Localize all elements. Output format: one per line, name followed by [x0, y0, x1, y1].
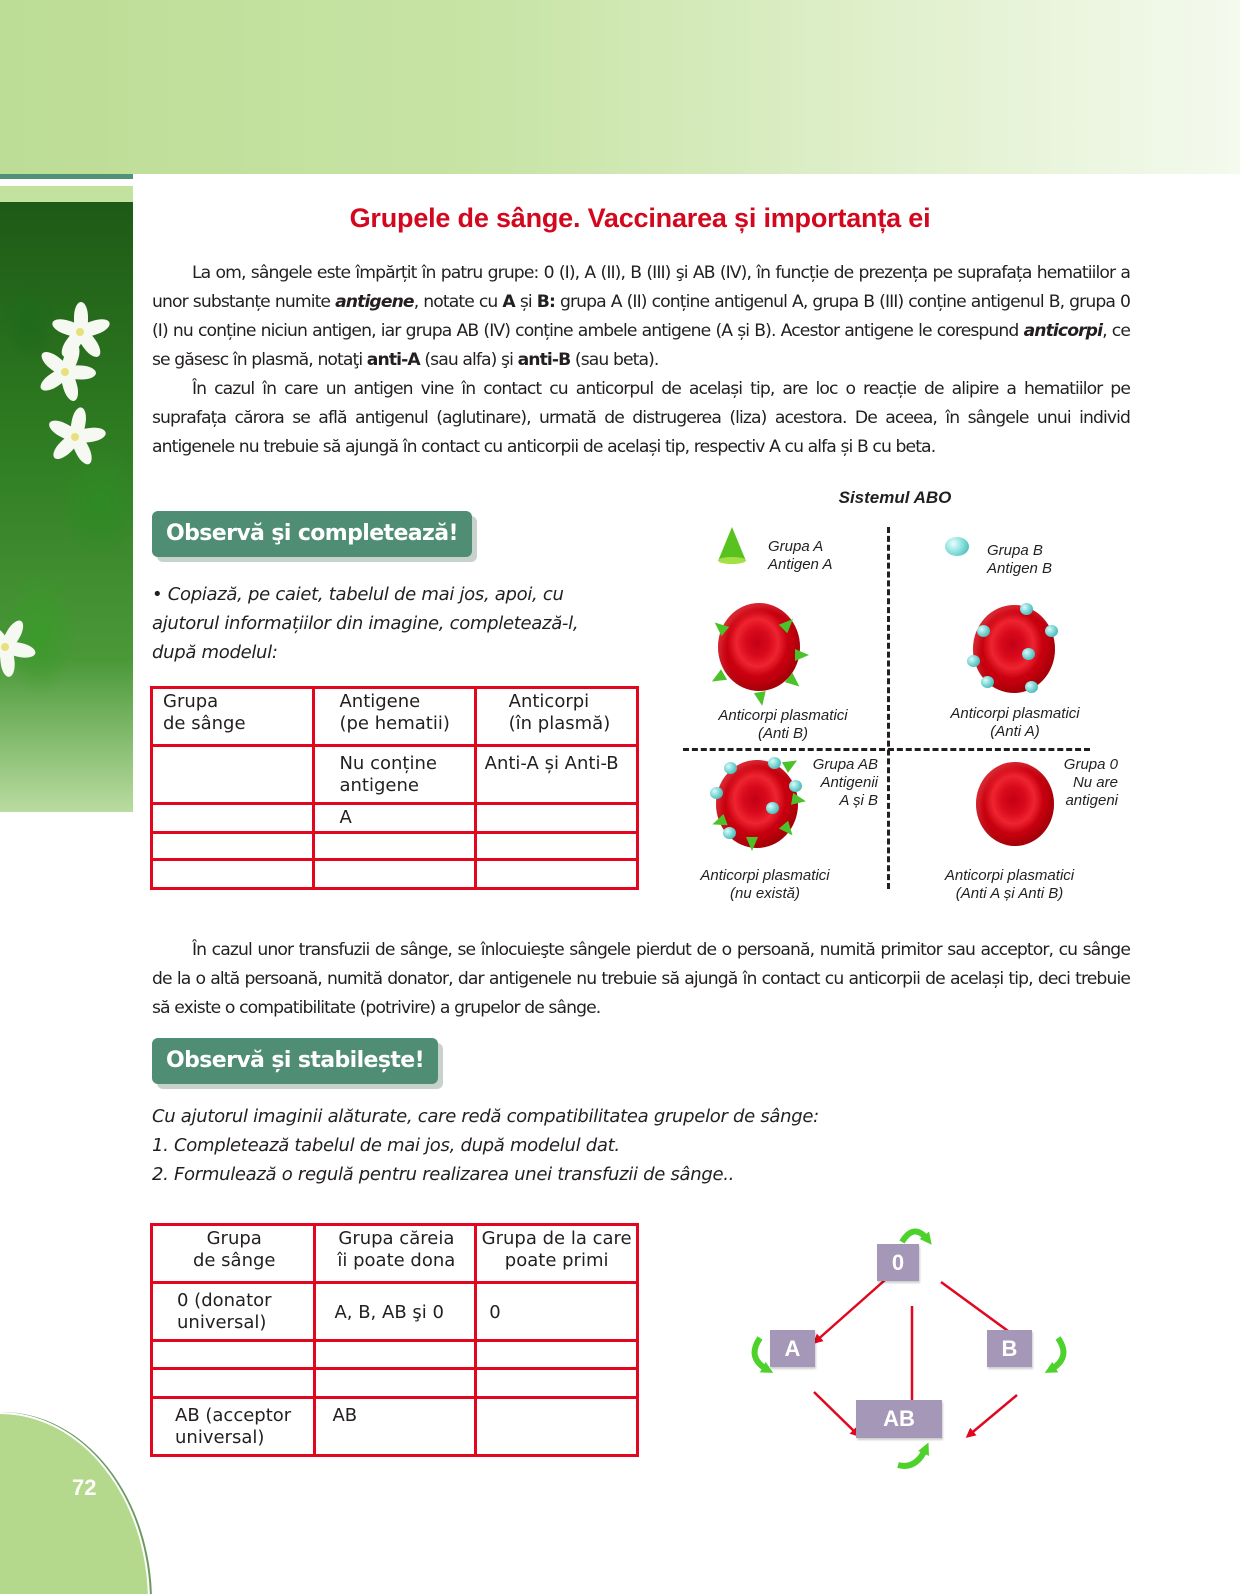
- table-row: [152, 860, 638, 889]
- group-b-antibodies: Anticorpi plasmatici (Anti A): [950, 705, 1080, 740]
- antigen-b-bead: [981, 676, 994, 688]
- table-cell[interactable]: A: [314, 804, 475, 833]
- legend-a: Grupa A Antigen A: [768, 538, 833, 573]
- table-cell[interactable]: [314, 833, 475, 860]
- table-cell[interactable]: 0 (donator universal): [152, 1283, 315, 1341]
- antigen-a-spike: [754, 691, 768, 707]
- node-group-ab: AB: [856, 1400, 942, 1438]
- table-cell[interactable]: [152, 1369, 315, 1398]
- intro-paragraph-2: În cazul în care un antigen vine în contact cu anticorpul de același tip, are loc o reacție de alipire a hematiilor pe suprafața cărora se află antigenul (aglutinare), urmată de distrugerea (liza) acestora. De aceea, în sângele unui individ antigenele nu trebuie să ajungă în contact cu anticorpii de același tip, respectiv A cu alfa și B cu beta.: [152, 379, 1130, 457]
- header-cell: Anticorpi (în plasmă): [475, 688, 637, 746]
- antigen-b-bead: [766, 802, 779, 814]
- section1-instruction: • Copiază, pe caiet, tabelul de mai jos, apoi, cu ajutorul informațiilor din imagine, completează-l, după modelul:: [152, 584, 579, 663]
- table-cell[interactable]: Anti-A și Anti-B: [475, 746, 637, 804]
- table-row: [152, 1283, 638, 1341]
- node-group-b: B: [987, 1330, 1032, 1367]
- group-a-antibodies: Anticorpi plasmatici (Anti B): [718, 707, 848, 742]
- table-row: [152, 746, 638, 804]
- antigen-b-bead: [1025, 681, 1038, 693]
- antigen-b-bead: [1022, 648, 1035, 660]
- table-cell[interactable]: [152, 833, 314, 860]
- table-header-row: [152, 1225, 638, 1283]
- table-cell[interactable]: [475, 804, 637, 833]
- antigen-b-bead: [1020, 603, 1033, 615]
- antigen-b-bead: [977, 625, 990, 637]
- header-rule-light: [0, 186, 133, 202]
- antigen-a-spike: [795, 649, 809, 661]
- header-band: [0, 0, 1240, 174]
- antigen-a-cone-icon: [718, 527, 746, 561]
- table-cell[interactable]: A, B, AB şi 0: [315, 1283, 476, 1341]
- section-tag-observe-complete: Observă şi completează!: [152, 511, 472, 557]
- compatibility-table: [150, 1223, 639, 1457]
- table-cell[interactable]: [315, 1341, 476, 1369]
- horizontal-divider: [683, 748, 1090, 751]
- table-header-row: [152, 688, 638, 746]
- antigen-b-bead: [710, 787, 723, 799]
- antigen-b-bead: [967, 655, 980, 667]
- table-cell[interactable]: AB (acceptor universal): [152, 1398, 315, 1456]
- table-cell[interactable]: [476, 1341, 638, 1369]
- blood-compatibility-diagram: [730, 1210, 1080, 1470]
- table-cell[interactable]: [475, 833, 637, 860]
- jasmine-photo: [0, 202, 133, 812]
- section-tag-observe-establish: Observă și stabilește!: [152, 1038, 438, 1084]
- node-group-a: A: [770, 1330, 815, 1367]
- table-row: [152, 804, 638, 833]
- table-cell[interactable]: [152, 746, 314, 804]
- table-cell[interactable]: [476, 1369, 638, 1398]
- section2-instruction: Cu ajutorul imaginii alăturate, care redă compatibilitatea grupelor de sânge: 1. Completează tabelul de mai jos, după modelul dat. 2. Formulează o regulă pentru realizarea unei transfuzii de sânge..: [152, 1106, 819, 1185]
- antigen-antibody-table: [150, 686, 639, 890]
- table-cell[interactable]: AB: [315, 1398, 476, 1456]
- table-row: [152, 833, 638, 860]
- antigen-b-bead: [723, 827, 736, 839]
- group-0-antibodies: Anticorpi plasmatici (Anti A și Anti B): [944, 867, 1075, 902]
- page-title: Grupele de sânge. Vaccinarea și importanța ei: [349, 203, 931, 233]
- transfusion-text: [152, 936, 1130, 1023]
- antigen-b-bead: [724, 762, 737, 774]
- header-cell: Antigene (pe hematii): [314, 688, 475, 746]
- antigen-b-bead: [1045, 625, 1058, 637]
- table-cell[interactable]: [152, 1341, 315, 1369]
- intro-paragraph-1: La om, sângele este împărțit în patru grupe: 0 (I), A (II), B (III) şi AB (IV), în funcție de prezența pe suprafața hematiilor a unor substanțe numite antigene, notate cu A și B: grupa A (II) conține antigenul A, grupa B (III) conține antigenul B, grupa 0 (I) nu conține niciun antigen, iar grupa AB (IV) conține ambele antigene (A și B). Acestor antigene le corespund anticorpi, ce se găsesc în plasmă, notaţi anti-A (sau alfa) şi anti-B (sau beta).: [152, 263, 1131, 370]
- header-cell: Grupa căreia îi poate dona: [315, 1225, 476, 1283]
- antigen-b-sphere-icon: [945, 537, 969, 556]
- flower-icon: [45, 407, 105, 467]
- legend-b: Grupa B Antigen B: [987, 542, 1053, 577]
- group-ab-antibodies: Anticorpi plasmatici (nu există): [700, 867, 830, 902]
- table-cell[interactable]: [152, 804, 314, 833]
- antigen-b-bead: [768, 757, 781, 769]
- intro-text: [152, 259, 1130, 462]
- node-group-0: 0: [877, 1244, 919, 1281]
- header-cell: Grupa de sânge: [152, 688, 314, 746]
- abo-title: Sistemul ABO: [838, 488, 952, 507]
- header-cell: Grupa de sânge: [152, 1225, 315, 1283]
- transfusion-paragraph: În cazul unor transfuzii de sânge, se înlocuieşte sângele pierdut de o persoană, numită primitor sau acceptor, cu sânge de la o altă persoană, numită donator, dar antigenele nu trebuie să ajungă în contact cu anticorpii de același tip, deci trebuie să existe o compatibilitate (potrivire) a grupelor de sânge.: [152, 940, 1130, 1018]
- table-cell[interactable]: [152, 860, 314, 889]
- header-cell: Grupa de la care poate primi: [476, 1225, 638, 1283]
- table-cell[interactable]: 0: [476, 1283, 638, 1341]
- flower-icon: [0, 617, 35, 677]
- table-row: [152, 1398, 638, 1456]
- page-number-badge: [0, 1412, 150, 1594]
- table-row: [152, 1341, 638, 1369]
- abo-system-figure: [680, 485, 1120, 910]
- group-ab-label: Grupa AB Antigenii A și B: [812, 756, 878, 809]
- flower-icon: [35, 342, 95, 402]
- antigen-a-spike: [746, 837, 758, 851]
- table-cell[interactable]: Nu conține antigene: [314, 746, 475, 804]
- group-0-label: Grupa 0 Nu are antigeni: [1063, 756, 1118, 809]
- table-cell[interactable]: [476, 1398, 638, 1456]
- vertical-divider: [887, 527, 890, 889]
- table-cell[interactable]: [475, 860, 637, 889]
- table-row: [152, 1369, 638, 1398]
- table-cell[interactable]: [315, 1369, 476, 1398]
- page-number: 72: [72, 1475, 97, 1500]
- table-cell[interactable]: [314, 860, 475, 889]
- header-rule: [0, 174, 133, 179]
